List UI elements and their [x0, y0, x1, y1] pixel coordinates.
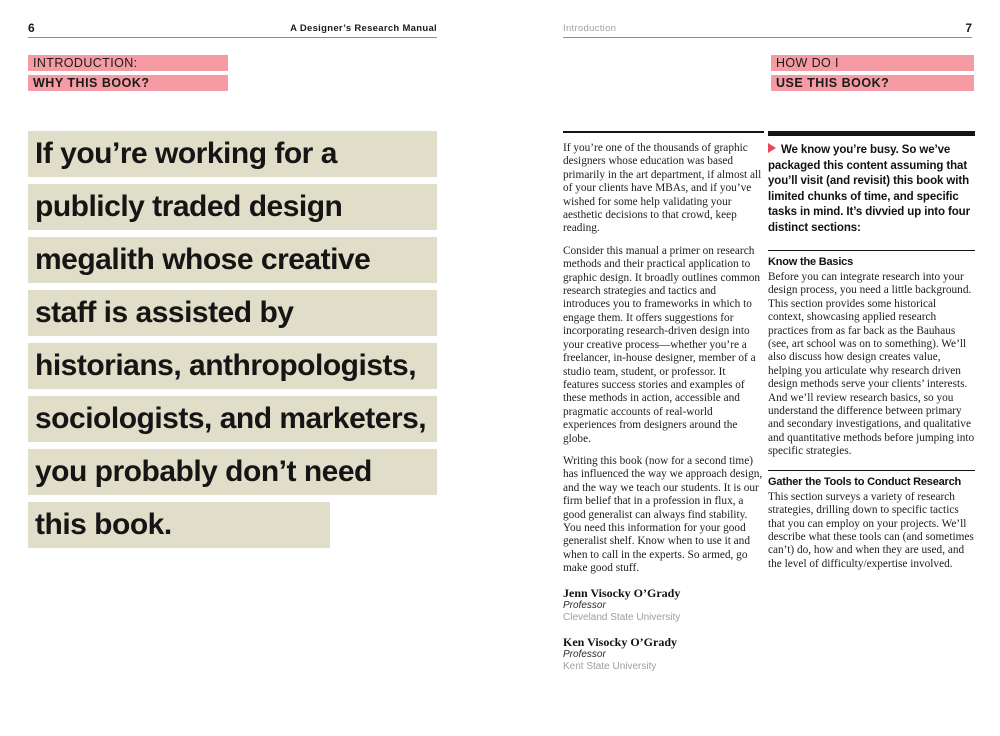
section-heading: Gather the Tools to Conduct Research	[768, 475, 962, 488]
kicker-bottom-right: USE THIS BOOK?	[771, 75, 974, 91]
author-affiliation: Kent State University	[563, 661, 657, 673]
section-know-the-basics	[768, 250, 975, 459]
headline-line: megalith whose creative	[28, 237, 437, 283]
arrow-right-icon	[768, 143, 776, 153]
headline-line: historians, anthropologists,	[28, 343, 437, 389]
sections-intro-text: We know you’re busy. So we’ve packaged this content assuming that you’ll visit (and revisit) this book with limited chunks of time, and specific tasks in mind. It’s divvied up into four distinct sections:	[768, 144, 970, 234]
author-name: Ken Visocky O’Grady	[563, 634, 678, 649]
author-affiliation: Cleveland State University	[563, 612, 681, 624]
headline-line: you probably don’t need	[28, 449, 437, 495]
headline-line: sociologists, and marketers,	[28, 396, 437, 442]
page-number-right: 7	[965, 21, 972, 35]
kicker-block-left	[28, 55, 228, 95]
section-body: Before you can integrate research into your design process, you need a little background. This section provides some historical context, showcasing applied research practices from as far back as the Bauhaus (see, art school was on to something). We’ll also discuss how design creates value, helping you articulate why research driven design methods serve your clients’ interests. And we’ll review research basics, so you understand the difference between primary and secondary investigations, and qualitative and quantitative methods before jumping into specific strategies.	[768, 271, 975, 458]
paragraph: Consider this manual a primer on research methods and their practical application to graphic design. It broadly outlines common research strategies and tactics and introduces you to frameworks in which to engage them. It offers suggestions for incorporating research-driven design into your creative process—whether you’re a freelancer, in-house designer, member of a studio team, student, or professor. It features success stories and examples of these methods in action, accessible and pragmatic accounts of real-world experiences from designers around the globe.	[563, 244, 761, 445]
column-intro-text	[563, 131, 764, 674]
column-top-rule	[563, 131, 764, 133]
header-rule-left	[28, 37, 437, 38]
running-head-right: Introduction	[563, 23, 617, 34]
paragraph: Writing this book (now for a second time) has influenced the way we approach design, and the way we teach our students. It is our firm belief that in a profession in flux, a good generalist can always find stability. You need this information for your good generalist shelf. Know when to use it and when to call in the experts. So armed, go make good stuff.	[563, 454, 763, 575]
header-rule-right	[563, 37, 972, 38]
headline-line: publicly traded design	[28, 184, 437, 230]
page-right	[500, 0, 1000, 736]
headline-block	[28, 131, 437, 555]
kicker-top-right: HOW DO I	[771, 55, 974, 71]
paragraph: If you’re one of the thousands of graphic designers whose education was based primarily in the art department, if almost all of your clients have MBAs, and if you’ve wished for some help validating your aesthetic decisions to that crowd, keep reading.	[563, 142, 762, 235]
headline-line: If you’re working for a	[28, 131, 437, 177]
kicker-block-right	[771, 55, 974, 95]
headline-line: staff is assisted by	[28, 290, 437, 336]
headline-line: this book.	[28, 502, 330, 548]
column-sections	[768, 131, 975, 582]
author-block	[563, 586, 764, 625]
section-heading: Know the Basics	[768, 256, 854, 268]
column-top-bar	[768, 131, 975, 136]
kicker-bottom-left: WHY THIS BOOK?	[28, 75, 228, 91]
author-block	[563, 635, 764, 674]
section-gather-the-tools	[768, 470, 975, 571]
section-body: This section surveys a variety of research strategies, drilling down to specific tactics that you can employ on your projects. We’ll describe what these tools can (and sometimes can’t) do, how and when they are used, and the level of difficulty/expertise involved.	[768, 490, 974, 570]
author-title: Professor	[563, 648, 606, 660]
page-number-left: 6	[28, 21, 35, 35]
kicker-top-left: INTRODUCTION:	[28, 55, 228, 71]
author-title: Professor	[563, 599, 606, 611]
author-name: Jenn Visocky O’Grady	[563, 585, 681, 600]
running-head-left: A Designer’s Research Manual	[290, 23, 437, 34]
sections-intro	[768, 143, 975, 236]
